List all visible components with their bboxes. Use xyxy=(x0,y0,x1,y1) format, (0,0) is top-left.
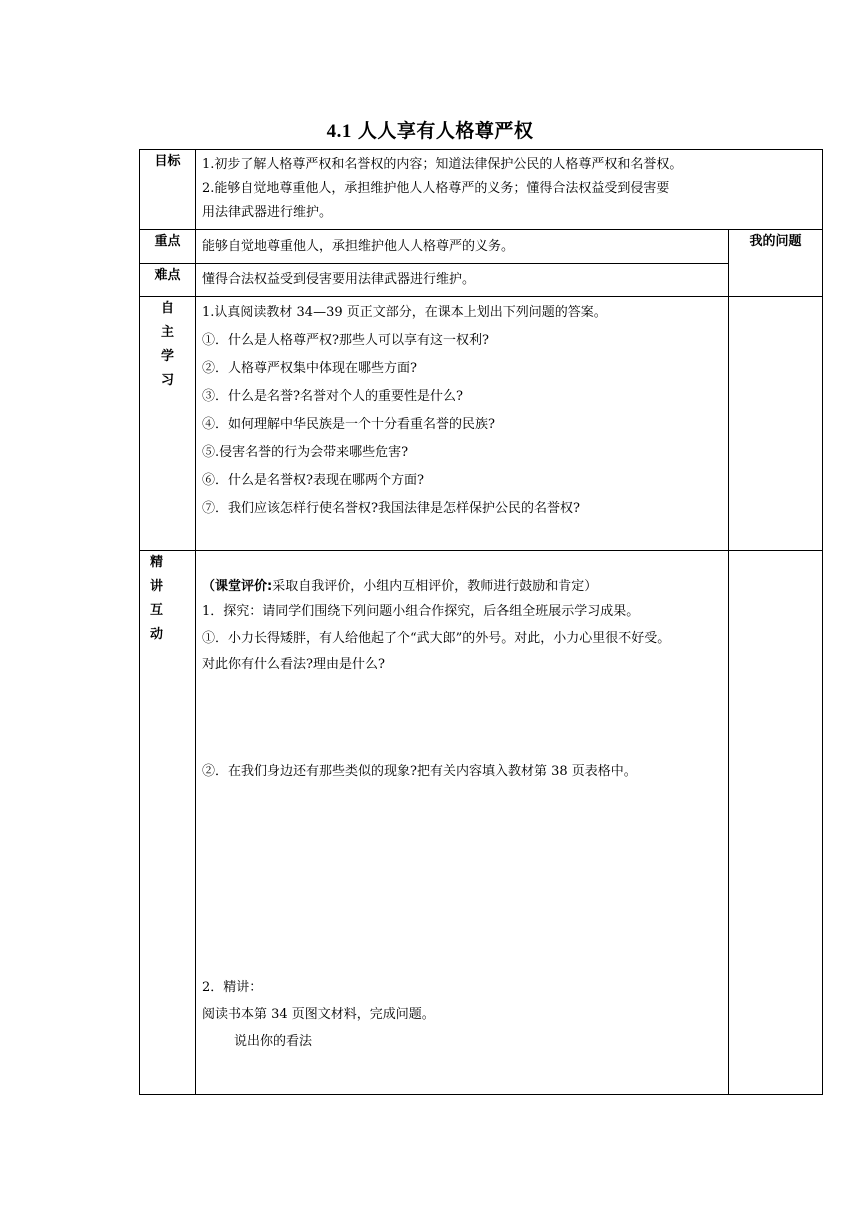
interaction-row xyxy=(140,551,823,1095)
study-line: 1.认真阅读教材 34—39 页正文部分，在课本上划出下列问题的答案。 xyxy=(202,305,607,320)
key-point-content xyxy=(196,230,729,264)
opinion-line: 说出你的看法 xyxy=(234,1034,313,1049)
difficulty-label: 难点 xyxy=(140,264,196,297)
self-study-content xyxy=(196,297,729,551)
interaction-content xyxy=(196,551,729,1095)
study-line: ⑤.侵害名誉的行为会带来哪些危害? xyxy=(202,445,409,460)
study-line: ⑦．我们应该怎样行使名誉权?我国法律是怎样保护公民的名誉权? xyxy=(202,501,580,516)
key-point-text: 能够自觉地尊重他人，承担维护他人人格尊严的义务。 xyxy=(202,238,515,254)
goal-line: 用法律武器进行维护。 xyxy=(202,205,333,220)
study-line: ②．人格尊严权集中体现在哪些方面? xyxy=(202,361,417,376)
case2-text: ②．在我们身边还有那些类似的现象?把有关内容填入教材第 38 页表格中。 xyxy=(202,764,637,779)
title-number: 4.1 xyxy=(326,121,352,142)
evaluation-bold: （课堂评价: xyxy=(202,579,273,594)
interaction-questions-cell xyxy=(729,551,823,1095)
self-study-questions-cell xyxy=(729,297,823,551)
my-questions-header: 我的问题 xyxy=(729,230,823,297)
lecture-heading: 2．精讲： xyxy=(202,980,263,995)
evaluation-line xyxy=(202,575,722,599)
difficulty-row xyxy=(140,264,823,297)
study-line: ④．如何理解中华民族是一个十分看重名誉的民族? xyxy=(202,417,495,432)
goals-content xyxy=(196,150,823,230)
difficulty-content xyxy=(196,264,729,297)
goal-line: 2.能够自觉地尊重他人，承担维护他人人格尊严的义务；懂得合法权益受到侵害要 xyxy=(202,181,670,196)
case1-text: ①．小力长得矮胖，有人给他起了个“武大郎”的外号。对此，小力心里很不好受。 xyxy=(202,631,671,646)
goals-label: 目标 xyxy=(140,150,196,230)
study-line: ①．什么是人格尊严权?那些人可以享有这一权利? xyxy=(202,333,489,348)
key-point-label: 重点 xyxy=(140,230,196,264)
interaction-label: 精 讲 互 动 xyxy=(140,551,196,1095)
goals-row xyxy=(140,150,823,230)
title-text: 人人享有人格尊严权 xyxy=(357,120,534,142)
explore-line: 1．探究：请同学们围绕下列问题小组合作探究，后各组全班展示学习成果。 xyxy=(202,604,640,619)
difficulty-text: 懂得合法权益受到侵害要用法律武器进行维护。 xyxy=(202,272,476,287)
lesson-plan-table xyxy=(139,149,823,1095)
study-line: ⑥．什么是名誉权?表现在哪两个方面? xyxy=(202,473,424,488)
lecture-task: 阅读书本第 34 页图文材料，完成问题。 xyxy=(202,1007,435,1022)
goal-line: 1.初步了解人格尊严权和名誉权的内容；知道法律保护公民的人格尊严权和名誉权。 xyxy=(202,157,683,172)
study-line: ③．什么是名誉?名誉对个人的重要性是什么? xyxy=(202,389,463,404)
case1-question: 对此你有什么看法?理由是什么? xyxy=(202,657,385,672)
key-point-row xyxy=(140,230,823,264)
self-study-label: 自 主 学 习 xyxy=(140,297,196,551)
evaluation-rest: 采取自我评价，小组内互相评价，教师进行鼓励和肯定） xyxy=(272,579,598,594)
self-study-row xyxy=(140,297,823,551)
page-title xyxy=(0,116,860,143)
